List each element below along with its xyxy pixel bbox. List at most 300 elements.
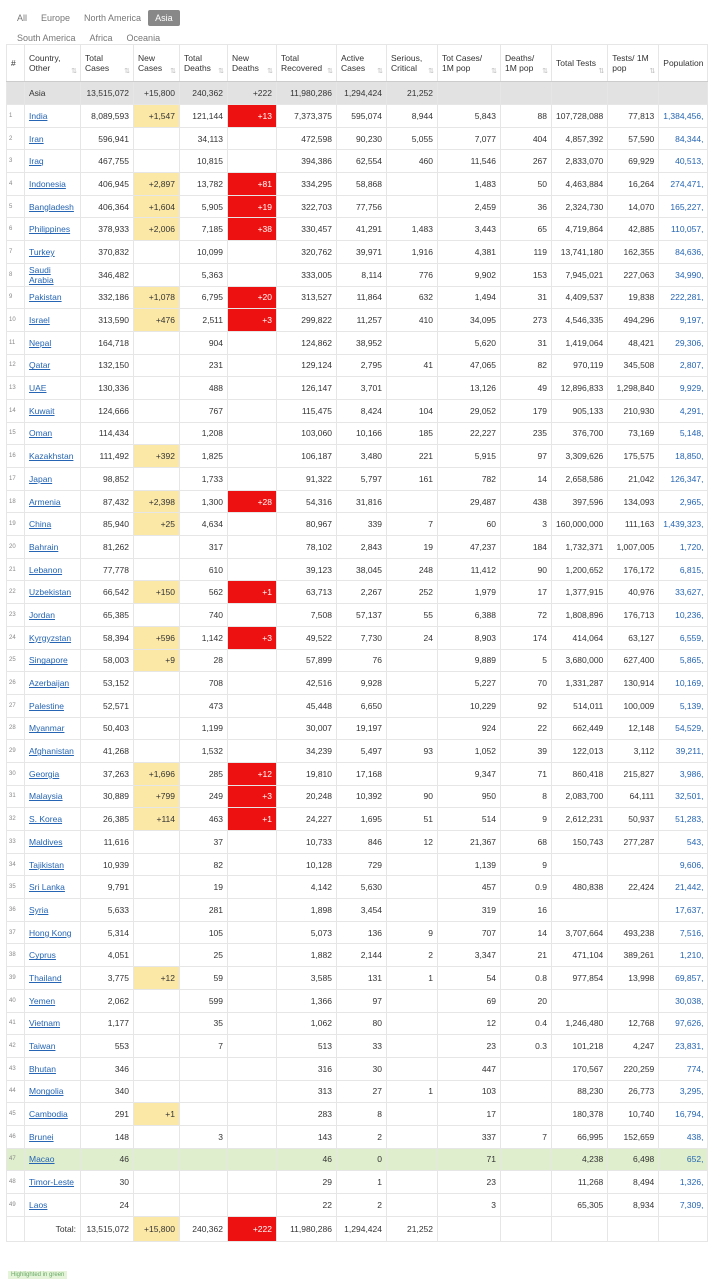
new-cases-cell: +596	[134, 626, 180, 649]
table-cell	[501, 1216, 552, 1241]
new-deaths-cell	[228, 649, 277, 672]
new-cases-cell	[134, 740, 180, 763]
table-cell: 283	[277, 1103, 337, 1126]
country-link[interactable]: Tajikistan	[29, 859, 64, 870]
table-cell: 73,169	[608, 422, 659, 445]
population-cell[interactable]: 1,210,	[659, 944, 708, 967]
country-cell	[25, 1171, 81, 1194]
country-cell	[25, 672, 81, 695]
table-cell: 627,400	[608, 649, 659, 672]
country-cell	[25, 853, 81, 876]
table-cell: 3	[180, 1125, 228, 1148]
country-link[interactable]: Myanmar	[29, 723, 65, 734]
table-cell: 170,567	[552, 1057, 608, 1080]
table-cell: 1,246,480	[552, 1012, 608, 1035]
table-cell: 1,979	[438, 581, 501, 604]
table-cell: 977,854	[552, 967, 608, 990]
population-cell[interactable]: 438,	[659, 1125, 708, 1148]
table-cell: 1,139	[438, 853, 501, 876]
population-cell[interactable]: 1,439,323,	[659, 513, 708, 536]
population-cell[interactable]: 7,309,	[659, 1194, 708, 1217]
population-cell[interactable]: 10,236,	[659, 604, 708, 627]
table-cell: 57,137	[337, 604, 387, 627]
table-cell: 35	[180, 1012, 228, 1035]
table-cell: 339	[337, 513, 387, 536]
country-link[interactable]: S. Korea	[29, 814, 63, 825]
country-link[interactable]: Israel	[29, 315, 50, 326]
country-link[interactable]: Syria	[29, 904, 49, 915]
population-cell[interactable]: 97,626,	[659, 1012, 708, 1035]
table-cell: 410	[387, 309, 438, 332]
population-cell[interactable]: 51,283,	[659, 808, 708, 831]
table-cell: 10,099	[180, 241, 228, 264]
table-cell: 39,971	[337, 241, 387, 264]
new-deaths-cell: +3	[228, 785, 277, 808]
table-cell: 707	[438, 921, 501, 944]
table-cell: 134,093	[608, 490, 659, 513]
table-cell: 1,331,287	[552, 672, 608, 695]
column-header[interactable]: Total Cases ⇅	[81, 45, 134, 82]
table-cell: 4,247	[608, 1035, 659, 1058]
table-cell: 0.4	[501, 1012, 552, 1035]
table-cell: 97	[337, 989, 387, 1012]
population-cell[interactable]: 1,326,	[659, 1171, 708, 1194]
table-cell	[387, 490, 438, 513]
table-cell: 1,300	[180, 490, 228, 513]
country-cell	[25, 490, 81, 513]
table-cell	[608, 899, 659, 922]
country-cell	[25, 944, 81, 967]
table-cell: 1,898	[277, 899, 337, 922]
table-cell: 5,363	[180, 263, 228, 286]
table-cell: 45,448	[277, 694, 337, 717]
country-cell	[25, 717, 81, 740]
column-header[interactable]: Total Deaths ⇅	[180, 45, 228, 82]
table-cell: 562	[180, 581, 228, 604]
country-link[interactable]: UAE	[29, 383, 47, 394]
table-cell: 130,914	[608, 672, 659, 695]
table-cell: 1,732,371	[552, 536, 608, 559]
column-header[interactable]: New Deaths ⇅	[228, 45, 277, 82]
population-cell[interactable]: 34,990,	[659, 263, 708, 286]
country-link[interactable]: Bahrain	[29, 541, 59, 552]
population-cell[interactable]: 18,850,	[659, 445, 708, 468]
country-link[interactable]: Qatar	[29, 360, 51, 371]
population-cell[interactable]: 543,	[659, 831, 708, 854]
population-cell[interactable]: 6,559,	[659, 626, 708, 649]
country-link[interactable]: Bhutan	[29, 1063, 56, 1074]
country-link[interactable]: Oman	[29, 428, 53, 439]
country-cell	[25, 967, 81, 990]
table-cell: 124,862	[277, 331, 337, 354]
table-cell: 273	[501, 309, 552, 332]
population-cell[interactable]: 21,442,	[659, 876, 708, 899]
table-cell: 30,007	[277, 717, 337, 740]
population-cell[interactable]: 23,831,	[659, 1035, 708, 1058]
table-row	[7, 831, 708, 854]
new-deaths-cell	[228, 422, 277, 445]
table-cell: 220,259	[608, 1057, 659, 1080]
column-header[interactable]: Population	[659, 45, 708, 82]
country-link[interactable]: Kazakhstan	[29, 451, 74, 462]
table-cell: 85,940	[81, 513, 134, 536]
tab-oceania[interactable]: Oceania	[126, 33, 161, 43]
table-cell: 9,928	[337, 672, 387, 695]
table-cell: 80	[337, 1012, 387, 1035]
table-cell: +15,800	[134, 82, 180, 105]
table-cell: 30	[81, 1171, 134, 1194]
table-cell	[387, 717, 438, 740]
country-link[interactable]: China	[29, 519, 52, 530]
table-cell: 11,546	[438, 150, 501, 173]
column-header[interactable]: Serious, Critical ⇅	[387, 45, 438, 82]
country-link[interactable]: Armenia	[29, 496, 61, 507]
country-link[interactable]: Indonesia	[29, 178, 66, 189]
country-link[interactable]: Kuwait	[29, 405, 55, 416]
row-number: 44	[7, 1080, 25, 1103]
table-cell: 29,052	[438, 399, 501, 422]
table-cell: 394,386	[277, 150, 337, 173]
table-row	[7, 422, 708, 445]
country-link[interactable]: Pakistan	[29, 292, 62, 303]
column-header[interactable]: New Cases ⇅	[134, 45, 180, 82]
table-cell: 34,239	[277, 740, 337, 763]
table-cell: 1,916	[387, 241, 438, 264]
table-cell: 514	[438, 808, 501, 831]
tab-africa[interactable]: Africa	[89, 33, 113, 43]
table-cell: 7	[387, 513, 438, 536]
table-cell: 9,791	[81, 876, 134, 899]
table-cell	[608, 853, 659, 876]
row-number: 18	[7, 490, 25, 513]
table-cell: 19	[180, 876, 228, 899]
table-cell: 88,230	[552, 1080, 608, 1103]
country-link[interactable]: Yemen	[29, 995, 56, 1006]
table-cell: 36	[501, 195, 552, 218]
table-cell: 610	[180, 558, 228, 581]
country-link[interactable]: Palestine	[29, 700, 64, 711]
new-deaths-cell: +222	[228, 1216, 277, 1241]
country-link[interactable]: Thailand	[29, 972, 62, 983]
population-cell[interactable]: 5,865,	[659, 649, 708, 672]
table-cell: 3,701	[337, 377, 387, 400]
population-cell[interactable]: 774,	[659, 1057, 708, 1080]
table-cell: 1,825	[180, 445, 228, 468]
column-header[interactable]: Active Cases ⇅	[337, 45, 387, 82]
tab-north-america[interactable]: North America	[84, 13, 142, 23]
table-cell: 65	[501, 218, 552, 241]
country-link[interactable]: Iraq	[29, 156, 44, 167]
table-cell: 21	[501, 944, 552, 967]
tab-all[interactable]: All	[17, 13, 28, 23]
table-cell: 8,114	[337, 263, 387, 286]
table-cell	[501, 82, 552, 105]
table-cell	[387, 377, 438, 400]
table-cell: 3,309,626	[552, 445, 608, 468]
table-cell: 4,463,884	[552, 173, 608, 196]
country-link[interactable]: Turkey	[29, 246, 55, 257]
table-cell: 5,633	[81, 899, 134, 922]
population-cell[interactable]: 1,720,	[659, 536, 708, 559]
population-cell[interactable]: 2,807,	[659, 354, 708, 377]
table-cell: 41,268	[81, 740, 134, 763]
country-link[interactable]: Bangladesh	[29, 201, 74, 212]
table-cell: 76	[337, 649, 387, 672]
table-cell: 494,296	[608, 309, 659, 332]
country-link[interactable]: Malaysia	[29, 791, 63, 802]
country-link[interactable]: Cambodia	[29, 1109, 68, 1120]
row-number: 46	[7, 1125, 25, 1148]
table-cell: 438	[501, 490, 552, 513]
column-header[interactable]: #	[7, 45, 25, 82]
table-cell	[501, 1194, 552, 1217]
table-cell: 24	[387, 626, 438, 649]
table-cell	[501, 1103, 552, 1126]
table-cell	[552, 82, 608, 105]
table-cell: 10,166	[337, 422, 387, 445]
row-number: 20	[7, 536, 25, 559]
table-cell: 1,808,896	[552, 604, 608, 627]
column-header[interactable]: Deaths/ 1M pop ⇅	[501, 45, 552, 82]
table-cell	[387, 672, 438, 695]
row-number: 2	[7, 127, 25, 150]
table-cell: 1,200,652	[552, 558, 608, 581]
table-row	[7, 785, 708, 808]
new-deaths-cell: +19	[228, 195, 277, 218]
table-cell	[387, 1194, 438, 1217]
population-cell[interactable]: 652,	[659, 1148, 708, 1171]
population-cell[interactable]: 30,038,	[659, 989, 708, 1012]
population-cell[interactable]: 39,211,	[659, 740, 708, 763]
table-cell: 2,511	[180, 309, 228, 332]
population-cell[interactable]: 2,965,	[659, 490, 708, 513]
country-cell	[25, 899, 81, 922]
column-header[interactable]: Total Recovered ⇅	[277, 45, 337, 82]
table-cell: 471,104	[552, 944, 608, 967]
table-row	[7, 1035, 708, 1058]
new-deaths-cell	[228, 263, 277, 286]
country-cell	[25, 740, 81, 763]
table-cell: 2,833,070	[552, 150, 608, 173]
table-cell	[180, 1080, 228, 1103]
country-link[interactable]: Vietnam	[29, 1018, 61, 1029]
population-cell[interactable]: 6,815,	[659, 558, 708, 581]
country-link[interactable]: India	[29, 110, 48, 121]
column-header[interactable]: Country, Other ⇅	[25, 45, 81, 82]
population-cell[interactable]: 3,986,	[659, 762, 708, 785]
table-cell: 2	[337, 1194, 387, 1217]
table-cell: 180,378	[552, 1103, 608, 1126]
table-cell	[387, 1125, 438, 1148]
table-cell	[501, 1171, 552, 1194]
new-cases-cell	[134, 150, 180, 173]
table-cell: 60	[438, 513, 501, 536]
table-cell: 235	[501, 422, 552, 445]
table-cell: 776	[387, 263, 438, 286]
country-cell	[25, 513, 81, 536]
table-cell: 50	[501, 173, 552, 196]
table-cell: 21,367	[438, 831, 501, 854]
table-cell: 41,291	[337, 218, 387, 241]
country-cell	[25, 649, 81, 672]
table-row	[7, 808, 708, 831]
country-link[interactable]: Azerbaijan	[29, 678, 70, 689]
population-cell[interactable]: 9,929,	[659, 377, 708, 400]
table-cell: 66,542	[81, 581, 134, 604]
table-cell	[608, 989, 659, 1012]
country-link[interactable]: Brunei	[29, 1131, 54, 1142]
new-cases-cell	[134, 672, 180, 695]
new-cases-cell: +2,006	[134, 218, 180, 241]
population-cell[interactable]: 222,281,	[659, 286, 708, 309]
table-cell: 71	[438, 1148, 501, 1171]
table-row	[7, 876, 708, 899]
table-cell: 63,127	[608, 626, 659, 649]
table-cell: 131	[337, 967, 387, 990]
table-cell: 1,007,005	[608, 536, 659, 559]
table-cell: 47,237	[438, 536, 501, 559]
row-number: 22	[7, 581, 25, 604]
country-cell	[25, 1080, 81, 1103]
population-cell[interactable]: 126,347,	[659, 468, 708, 491]
country-link[interactable]: Philippines	[29, 224, 71, 235]
table-cell: 26,773	[608, 1080, 659, 1103]
table-row	[7, 921, 708, 944]
country-link[interactable]: Nepal	[29, 337, 52, 348]
table-cell: 0	[337, 1148, 387, 1171]
tab-south-america[interactable]: South America	[17, 33, 76, 43]
table-cell: 90	[501, 558, 552, 581]
population-cell[interactable]: 110,057,	[659, 218, 708, 241]
country-link[interactable]: Afghanistan	[29, 746, 74, 757]
row-number: 30	[7, 762, 25, 785]
new-cases-cell	[134, 717, 180, 740]
new-deaths-cell	[228, 445, 277, 468]
table-cell: 1,882	[277, 944, 337, 967]
table-row	[7, 626, 708, 649]
column-header[interactable]: Tot Cases/ 1M pop ⇅	[438, 45, 501, 82]
country-link[interactable]: Saudi Arabia	[29, 264, 54, 285]
country-link[interactable]: Sri Lanka	[29, 882, 65, 893]
country-link[interactable]: Mongolia	[29, 1086, 64, 1097]
table-row	[7, 354, 708, 377]
new-deaths-cell	[228, 536, 277, 559]
row-number: 33	[7, 831, 25, 854]
country-link[interactable]: Cyprus	[29, 950, 56, 961]
country-link[interactable]: Uzbekistan	[29, 587, 72, 598]
country-link[interactable]: Georgia	[29, 768, 60, 779]
table-cell: 1,199	[180, 717, 228, 740]
population-cell[interactable]: 5,148,	[659, 422, 708, 445]
new-cases-cell	[134, 944, 180, 967]
country-cell	[25, 1012, 81, 1035]
country-link[interactable]: Maldives	[29, 836, 63, 847]
country-cell	[25, 808, 81, 831]
table-cell: 1,294,424	[337, 1216, 387, 1241]
population-cell[interactable]: 40,513,	[659, 150, 708, 173]
country-link[interactable]: Macao	[29, 1154, 55, 1165]
new-deaths-cell	[228, 967, 277, 990]
country-link[interactable]: Taiwan	[29, 1041, 56, 1052]
country-link[interactable]: Lebanon	[29, 564, 63, 575]
table-cell: 77,778	[81, 558, 134, 581]
table-cell: 5,055	[387, 127, 438, 150]
new-cases-cell: +2,897	[134, 173, 180, 196]
population-cell[interactable]: 5,139,	[659, 694, 708, 717]
table-cell	[387, 1035, 438, 1058]
table-cell: 66,995	[552, 1125, 608, 1148]
table-cell	[501, 1057, 552, 1080]
row-number: 3	[7, 150, 25, 173]
country-link[interactable]: Timor-Leste	[29, 1177, 75, 1188]
new-cases-cell	[134, 1194, 180, 1217]
population-cell[interactable]: 7,516,	[659, 921, 708, 944]
new-deaths-cell	[228, 1080, 277, 1103]
column-header[interactable]: Total Tests ⇅	[552, 45, 608, 82]
population-cell[interactable]: 33,627,	[659, 581, 708, 604]
table-cell: 46	[277, 1148, 337, 1171]
population-cell[interactable]: 10,169,	[659, 672, 708, 695]
population-cell[interactable]: 29,306,	[659, 331, 708, 354]
row-number: 8	[7, 263, 25, 286]
table-cell: 221	[387, 445, 438, 468]
population-cell[interactable]: 165,227,	[659, 195, 708, 218]
new-deaths-cell	[228, 740, 277, 763]
table-cell: 39,123	[277, 558, 337, 581]
country-link[interactable]: Singapore	[29, 655, 68, 666]
new-cases-cell: +1,604	[134, 195, 180, 218]
country-link[interactable]: Kyrgyzstan	[29, 632, 72, 643]
table-row	[7, 672, 708, 695]
new-cases-cell	[134, 604, 180, 627]
population-cell[interactable]: 9,197,	[659, 309, 708, 332]
table-cell: 119	[501, 241, 552, 264]
tab-europe[interactable]: Europe	[41, 13, 71, 23]
table-cell	[608, 82, 659, 105]
table-cell: 12	[438, 1012, 501, 1035]
country-link[interactable]: Laos	[29, 1199, 48, 1210]
table-cell: 9,889	[438, 649, 501, 672]
population-cell[interactable]: 54,529,	[659, 717, 708, 740]
table-cell: 460	[387, 150, 438, 173]
population-cell[interactable]: 16,794,	[659, 1103, 708, 1126]
table-cell: 58,394	[81, 626, 134, 649]
population-cell[interactable]: 9,606,	[659, 853, 708, 876]
population-cell[interactable]: 84,344,	[659, 127, 708, 150]
population-cell[interactable]: 32,501,	[659, 785, 708, 808]
population-cell[interactable]: 3,295,	[659, 1080, 708, 1103]
population-cell[interactable]: 69,857,	[659, 967, 708, 990]
table-cell	[7, 1216, 25, 1241]
country-link[interactable]: Hong Kong	[29, 927, 72, 938]
population-cell[interactable]: 84,636,	[659, 241, 708, 264]
country-link[interactable]: Japan	[29, 473, 53, 484]
table-cell: 7,730	[337, 626, 387, 649]
tab-asia[interactable]: Asia	[148, 10, 180, 26]
table-cell: 34,095	[438, 309, 501, 332]
table-cell: 2,459	[438, 195, 501, 218]
population-cell[interactable]: 4,291,	[659, 399, 708, 422]
column-header[interactable]: Tests/ 1M pop ⇅	[608, 45, 659, 82]
country-cell	[25, 785, 81, 808]
country-link[interactable]: Jordan	[29, 609, 55, 620]
population-cell[interactable]: 17,637,	[659, 899, 708, 922]
table-cell: 24,227	[277, 808, 337, 831]
population-cell[interactable]: 274,471,	[659, 173, 708, 196]
population-cell[interactable]: 1,384,456,	[659, 105, 708, 128]
table-cell: 0.9	[501, 876, 552, 899]
country-link[interactable]: Iran	[29, 133, 44, 144]
